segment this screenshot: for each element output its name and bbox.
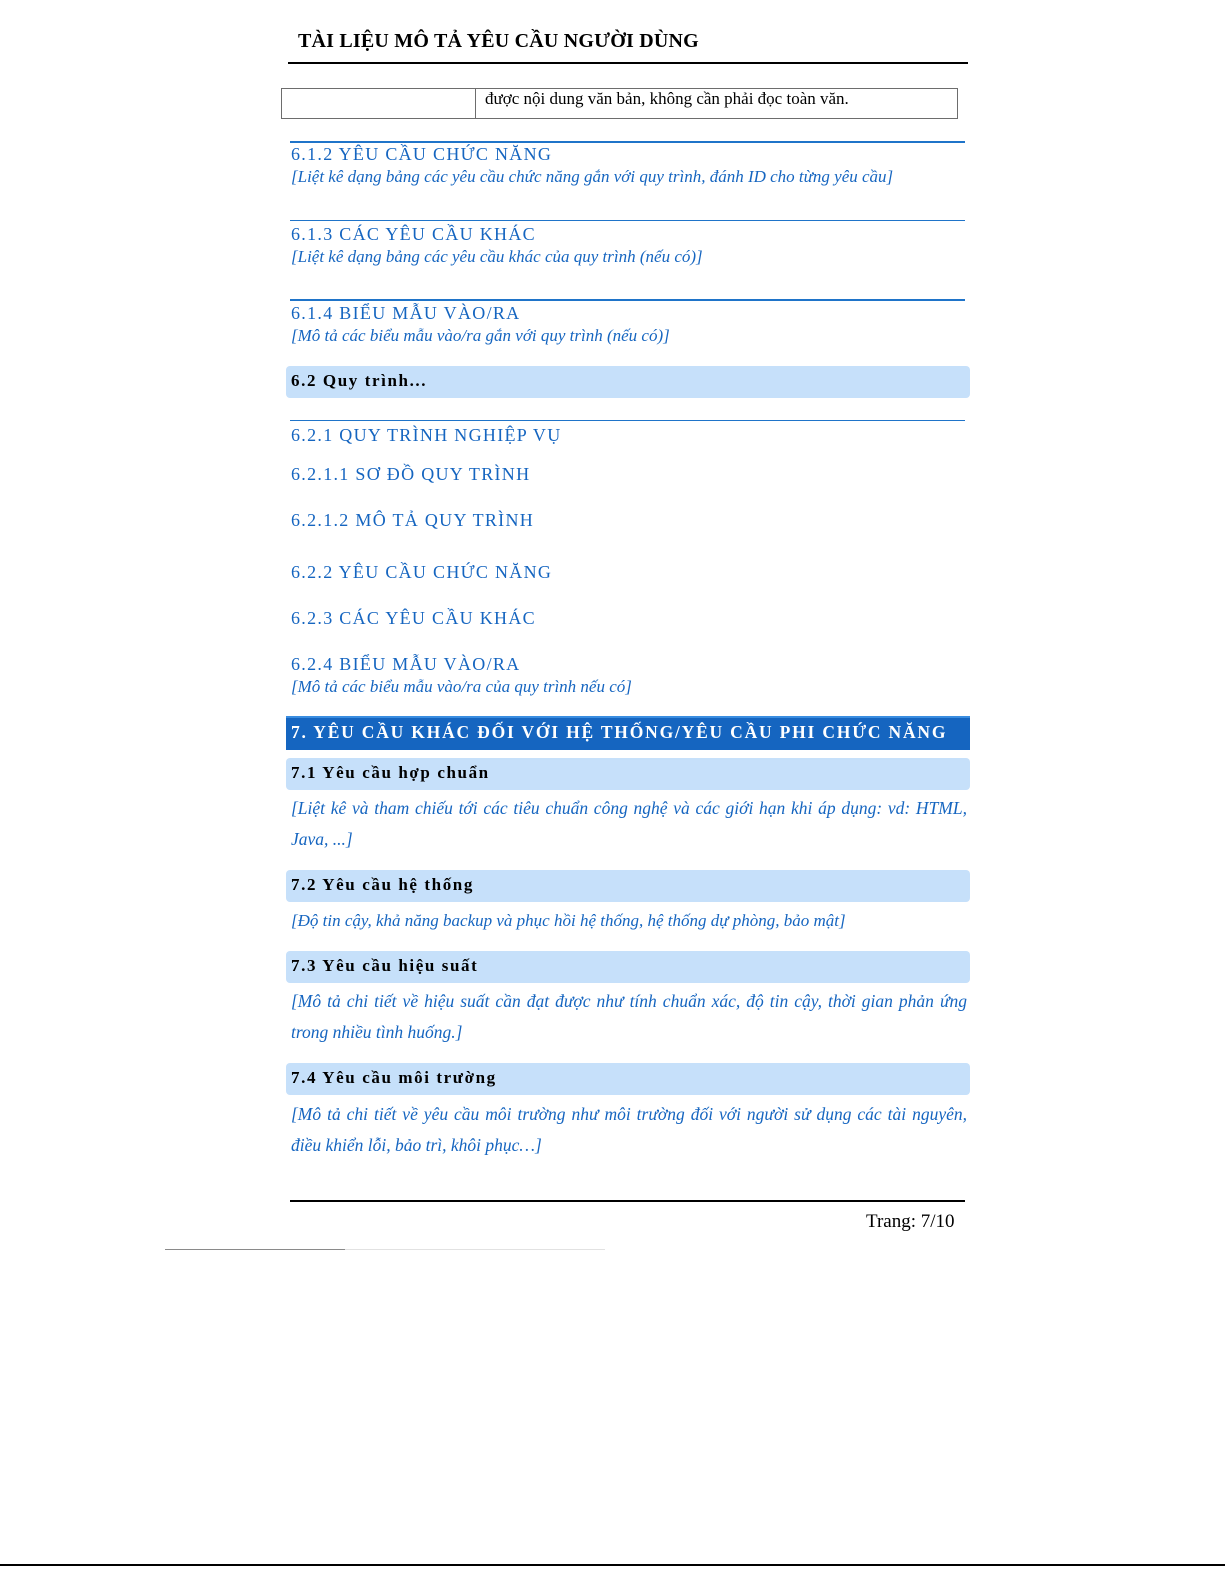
section-band-7-1 [286, 758, 970, 790]
heading-7-4: 7.4 Yêu cầu môi trường [291, 1068, 497, 1087]
heading-6-2-3: 6.2.3 CÁC YÊU CẦU KHÁC [291, 608, 536, 628]
note-7-2: [Độ tin cậy, khả năng backup và phục hồi hệ thống, hệ thống dự phòng, bảo mật] [291, 911, 846, 930]
table-cell-text: được nội dung văn bản, không cần phải đọc toàn văn. [485, 89, 849, 108]
heading-6-1-2: 6.1.2 YÊU CẦU CHỨC NĂNG [291, 144, 553, 164]
section-rule [290, 220, 965, 221]
section-band-7-3 [286, 951, 970, 983]
heading-7-1: 7.1 Yêu cầu hợp chuẩn [291, 763, 490, 782]
heading-6-2-1: 6.2.1 QUY TRÌNH NGHIỆP VỤ [291, 425, 562, 445]
heading-6-1-3: 6.1.3 CÁC YÊU CẦU KHÁC [291, 224, 536, 244]
heading-7: 7. YÊU CẦU KHÁC ĐỐI VỚI HỆ THỐNG/YÊU CẦU PHI CHỨC NĂNG [291, 722, 948, 742]
section-band-7-4 [286, 1063, 970, 1095]
heading-7-2: 7.2 Yêu cầu hệ thống [291, 875, 474, 894]
section-band-7-2 [286, 870, 970, 902]
document-title: TÀI LIỆU MÔ TẢ YÊU CẦU NGƯỜI DÙNG [298, 30, 699, 52]
heading-7-3: 7.3 Yêu cầu hiệu suất [291, 956, 479, 975]
page-edge-line [345, 1249, 605, 1250]
table-column-divider [475, 89, 476, 119]
note-6-1-4: [Mô tả các biểu mẫu vào/ra gắn với quy trình (nếu có)] [291, 326, 670, 345]
section-rule [290, 141, 965, 143]
header-rule [288, 62, 968, 64]
heading-6-2-1-2: 6.2.1.2 MÔ TẢ QUY TRÌNH [291, 510, 535, 530]
note-7-4: [Mô tả chi tiết về yêu cầu môi trường như môi trường đối với người sử dụng các tài nguyên, điều khiển lỗi, bảo trì, khôi phục…] [291, 1104, 967, 1155]
table-fragment [281, 88, 958, 119]
note-6-1-2: [Liệt kê dạng bảng các yêu cầu chức năng gắn với quy trình, đánh ID cho từng yêu cầu] [291, 167, 894, 186]
footer-rule [290, 1200, 965, 1202]
heading-6-2: 6.2 Quy trình... [291, 371, 428, 390]
heading-6-2-2: 6.2.2 YÊU CẦU CHỨC NĂNG [291, 562, 553, 582]
page-number: Trang: 7/10 [866, 1211, 955, 1232]
heading-6-2-4: 6.2.4 BIỂU MẪU VÀO/RA [291, 654, 521, 674]
note-6-1-3: [Liệt kê dạng bảng các yêu cầu khác của quy trình (nếu có)] [291, 247, 703, 266]
section-rule [290, 420, 965, 421]
note-7-1: [Liệt kê và tham chiếu tới các tiêu chuẩn công nghệ và các giới hạn khi áp dụng: vd: HTML, Java, ...] [291, 798, 967, 849]
heading-6-2-1-1: 6.2.1.1 SƠ ĐỒ QUY TRÌNH [291, 464, 531, 484]
viewport-bottom-border [0, 1564, 1225, 1566]
heading-6-1-4: 6.1.4 BIỂU MẪU VÀO/RA [291, 303, 521, 323]
section-band-7 [286, 716, 970, 750]
note-6-2-4: [Mô tả các biểu mẫu vào/ra của quy trình nếu có] [291, 677, 632, 696]
note-7-3: [Mô tả chi tiết về hiệu suất cần đạt được như tính chuẩn xác, độ tin cậy, thời gian phản ứng trong nhiều tình huống.] [291, 991, 967, 1042]
section-band-6-2 [286, 366, 970, 398]
section-rule [290, 299, 965, 301]
page-edge-line [165, 1249, 345, 1250]
